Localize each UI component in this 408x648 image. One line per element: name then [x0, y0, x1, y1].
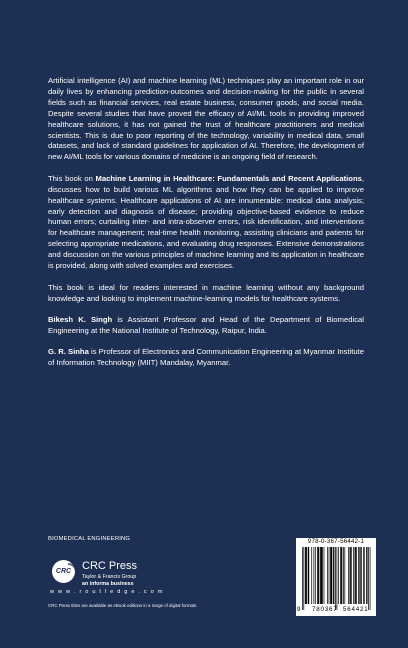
- barcode-bar: [367, 547, 368, 604]
- isbn-text: 978-0-367-56442-1: [307, 538, 365, 545]
- barcode-bar: [306, 547, 307, 604]
- informa-prefix: an: [82, 580, 90, 587]
- publisher-group: Taylor & Francis Group: [82, 574, 137, 580]
- description-paragraph-3: This book is ideal for readers interested in machine learning without any background knowledge and looking to implement machine-learning models for healthcare systems.: [48, 282, 364, 303]
- barcode-bar: [337, 547, 338, 610]
- barcode-bar: [355, 547, 356, 604]
- barcode-digits: [296, 605, 376, 615]
- author-bio-1: [48, 315, 364, 337]
- author-description-1: is Assistant Professor and Head of the Department of Biomedical Engineering at the National Institute of Technology, Raipur, India.: [48, 315, 364, 335]
- barcode-right-digits: 564421: [343, 606, 369, 613]
- barcode-bar: [315, 547, 316, 604]
- barcode-bar: [335, 547, 336, 610]
- barcode-bar: [324, 547, 325, 604]
- barcode-bar: [368, 547, 369, 610]
- book-title: Machine Learning in Healthcare: Fundamentals and Recent Applications: [95, 173, 362, 183]
- informa-brand: informa: [89, 580, 110, 587]
- ebook-availability-note: CRC Press titles are available as eBook editions in a range of digital formats: [48, 603, 197, 608]
- author-description-2: is Professor of Electronics and Communication Engineering at Myanmar Institute of Information Technology (MIIT) Mandalay, Myanmar.: [48, 347, 364, 368]
- barcode-bar: [350, 547, 351, 604]
- barcode-bar: [334, 547, 335, 604]
- publisher-name: CRC Press: [82, 560, 138, 572]
- author-name-1: Bikesh K. Singh: [48, 315, 113, 324]
- barcode-bar: [343, 547, 344, 604]
- barcode-bar: [320, 547, 321, 604]
- barcode-bar: [302, 547, 303, 610]
- barcode-bar: [330, 547, 331, 604]
- barcode-bar: [332, 547, 333, 604]
- publisher-informa-tagline: [82, 581, 137, 588]
- barcode-bar: [308, 547, 309, 604]
- barcode-lead-digit: 9: [297, 606, 301, 613]
- barcode-bar: [340, 547, 341, 604]
- informa-suffix: business: [109, 580, 134, 587]
- barcode-bar: [303, 547, 304, 610]
- barcode-bar: [308, 547, 309, 604]
- description-paragraph-2-lead: This book on: [48, 173, 96, 183]
- barcode-bar: [353, 547, 354, 604]
- barcode-bar: [361, 547, 362, 604]
- barcode-bar: [338, 547, 339, 604]
- isbn-barcode-panel: [296, 538, 376, 616]
- description-paragraph-2-rest: , discusses how to build various ML algorithms and how they can be applied to improve healthcare systems. Healthcare applications of AI are innumerable: medical data analysis; early detection and diagnosis of disease; providing objective-based evidence to reduce human errors; curtailing inter- and intra-observer errors, risk identification, and interventions for healthcare management; real-time health monitoring, assisting clinicians and patients for selecting appropriate medications, and evaluating drug responses. Extensive demonstrations and discussion on the various principles of machine learning and its application in healthcare is provided, along with solved examples and exercises.: [48, 173, 364, 271]
- subject-category: BIOMEDICAL ENGINEERING: [48, 536, 131, 542]
- barcode-bar: [317, 547, 318, 604]
- barcode-bar: [321, 547, 322, 604]
- barcode-bar: [366, 547, 367, 604]
- barcode-bar: [358, 547, 359, 604]
- barcode-left-digits: 780367: [312, 606, 338, 613]
- barcode-bar: [329, 547, 330, 604]
- barcode-bar: [355, 547, 356, 604]
- barcode-bar: [321, 547, 322, 604]
- barcode-bar: [327, 547, 328, 604]
- author-name-2: G. R. Sinha: [48, 347, 89, 357]
- barcode-bar: [311, 547, 312, 604]
- barcode-bar: [318, 547, 319, 604]
- barcode-bar: [356, 547, 357, 604]
- barcode-bar: [344, 547, 345, 604]
- barcode-bar: [364, 547, 365, 604]
- barcode-bar: [322, 547, 323, 604]
- barcode-bar: [363, 547, 364, 604]
- barcode-bar: [348, 547, 349, 604]
- barcode-bar: [333, 547, 334, 604]
- crc-press-logo: CRC: [52, 560, 75, 583]
- back-cover-copy: [48, 76, 364, 380]
- barcode-bar: [370, 547, 371, 610]
- description-paragraph-1: Artificial intelligence (AI) and machine learning (ML) techniques play an important role in our daily lives by enhancing prediction-outcomes and decision-making for the public in several fields such as financial services, real estate business, consumer goods, and social media. Despite several studies that have proved the efficacy of AI/ML tools in providing improved healthcare solutions, it has not gained the trust of healthcare practitioners and medical scientists. This is due to poor reporting of the technology, variability in medical data, small datasets, and lack of standard guidelines for application of AI. Therefore, the development of new AI/ML tools for various domains of medicine is an ongoing field of research.: [48, 76, 364, 162]
- barcode-bar: [350, 547, 351, 604]
- barcode-bar: [306, 547, 307, 604]
- barcode-bar: [360, 547, 361, 604]
- barcode-bar: [359, 547, 360, 604]
- barcode-bar: [351, 547, 352, 604]
- description-paragraph-2: [48, 174, 364, 272]
- barcode-bar: [305, 547, 306, 604]
- publisher-website: w w w . r o u t l e d g e . c o m: [50, 589, 164, 595]
- barcode-bar: [314, 547, 315, 604]
- barcode-bar: [331, 547, 332, 604]
- barcode-bar: [319, 547, 320, 604]
- barcode-bar: [341, 547, 342, 604]
- publisher-brand: [82, 560, 137, 587]
- author-bio-2: [48, 347, 364, 369]
- barcode-bar: [342, 547, 343, 604]
